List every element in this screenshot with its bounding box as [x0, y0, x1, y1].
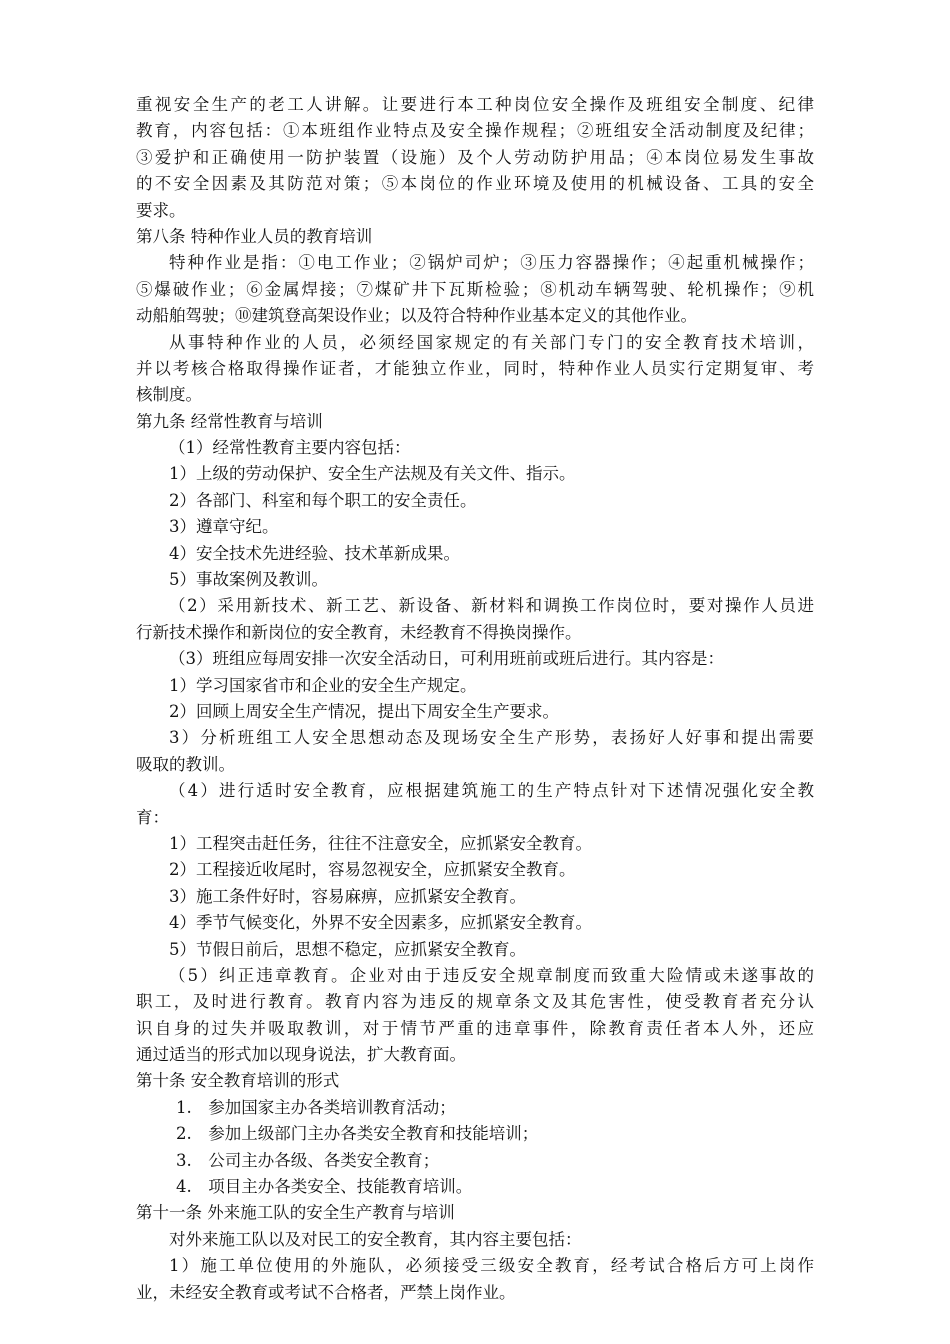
text-line: 通过适当的形式加以现身说法，扩大教育面。 — [136, 1045, 466, 1065]
text-line: 第十一条 外来施工队的安全生产教育与培训 — [136, 1203, 455, 1223]
text-line: 的不安全因素及其防范对策；⑤本岗位的作业环境及使用的机械设备、工具的安全 — [136, 174, 814, 194]
text-line: 行新技术操作和新岗位的安全教育，未经教育不得换岗操作。 — [136, 622, 582, 642]
text-line: 2）回顾上周安全生产情况，提出下周安全生产要求。 — [169, 701, 559, 721]
text-line: 第九条 经常性教育与培训 — [136, 411, 323, 431]
text-line: 1）学习国家省市和企业的安全生产规定。 — [169, 675, 477, 695]
text-line: ③爱护和正确使用一防护装置（设施）及个人劳动防护用品；④本岗位易发生事故 — [136, 147, 814, 167]
text-line: 5）节假日前后，思想不稳定，应抓紧安全教育。 — [169, 939, 526, 959]
text-line: 3. 公司主办各级、各类安全教育； — [176, 1150, 440, 1170]
text-line: 4）季节气候变化，外界不安全因素多，应抓紧安全教育。 — [169, 913, 592, 933]
text-line: 第八条 特种作业人员的教育培训 — [136, 226, 373, 246]
text-line: 1）施工单位使用的外施队，必须接受三级安全教育，经考试合格后方可上岗作 — [169, 1256, 814, 1276]
text-line: 对外来施工队以及对民工的安全教育，其内容主要包括： — [169, 1229, 582, 1249]
text-line: （2）采用新技术、新工艺、新设备、新材料和调换工作岗位时，要对操作人员进 — [169, 596, 814, 616]
text-line: 识自身的过失并吸取教训，对于情节严重的违章事件，除教育责任者本人外，还应 — [136, 1018, 814, 1038]
text-line: （4）进行适时安全教育，应根据建筑施工的生产特点针对下述情况强化安全教 — [169, 781, 814, 801]
text-line: 3）遵章守纪。 — [169, 517, 279, 537]
text-line: 2）工程接近收尾时，容易忽视安全，应抓紧安全教育。 — [169, 860, 576, 880]
text-line: 4）安全技术先进经验、技术革新成果。 — [169, 543, 460, 563]
text-line: 要求。 — [136, 200, 186, 220]
text-line: 1. 参加国家主办各类培训教育活动； — [176, 1097, 456, 1117]
text-line: ⑤爆破作业；⑥金属焊接；⑦煤矿井下瓦斯检验；⑧机动车辆驾驶、轮机操作；⑨机 — [136, 279, 814, 299]
text-line: 业，未经安全教育或考试不合格者，严禁上岗作业。 — [136, 1282, 516, 1302]
text-line: 教育，内容包括：①本班组作业特点及安全操作规程；②班组安全活动制度及纪律； — [136, 121, 814, 141]
text-line: 第十条 安全教育培训的形式 — [136, 1071, 340, 1091]
text-line: 从事特种作业的人员，必须经国家规定的有关部门专门的安全教育技术培训， — [169, 332, 814, 352]
text-line: 2）各部门、科室和每个职工的安全责任。 — [169, 490, 477, 510]
text-line: 3）分析班组工人安全思想动态及现场安全生产形势，表扬好人好事和提出需要 — [169, 728, 814, 748]
text-line: 重视安全生产的老工人讲解。让要进行本工种岗位安全操作及班组安全制度、纪律 — [136, 95, 814, 114]
text-line: 4. 项目主办各类安全、技能教育培训。 — [176, 1177, 473, 1197]
text-line: 动船舶驾驶；⑩建筑登高架设作业；以及符合特种作业基本定义的其他作业。 — [136, 306, 697, 326]
text-line: （3）班组应每周安排一次安全活动日，可利用班前或班后进行。其内容是： — [169, 649, 724, 669]
text-line: 育： — [136, 807, 169, 827]
text-line: 1）工程突击赶任务，往往不注意安全，应抓紧安全教育。 — [169, 833, 592, 853]
text-line: 并以考核合格取得操作证者，才能独立作业，同时，特种作业人员实行定期复审、考 — [136, 358, 814, 378]
text-line: （1）经常性教育主要内容包括： — [169, 438, 411, 458]
text-line: 吸取的教训。 — [136, 754, 235, 774]
text-line: 职工，及时进行教育。教育内容为违反的规章条文及其危害性，使受教育者充分认 — [136, 992, 814, 1012]
text-line: 3）施工条件好时，容易麻痹，应抓紧安全教育。 — [169, 886, 526, 906]
text-line: 核制度。 — [136, 385, 202, 405]
text-line: （5）纠正违章教育。企业对由于违反安全规章制度而致重大险情或未遂事故的 — [169, 965, 814, 985]
document-page — [136, 92, 814, 1306]
text-line: 2. 参加上级部门主办各类安全教育和技能培训； — [176, 1124, 539, 1144]
text-line: 5）事故案例及教训。 — [169, 570, 328, 590]
text-line: 1）上级的劳动保护、安全生产法规及有关文件、指示。 — [169, 464, 576, 484]
text-line: 特种作业是指：①电工作业；②锅炉司炉；③压力容器操作；④起重机械操作； — [169, 253, 814, 273]
